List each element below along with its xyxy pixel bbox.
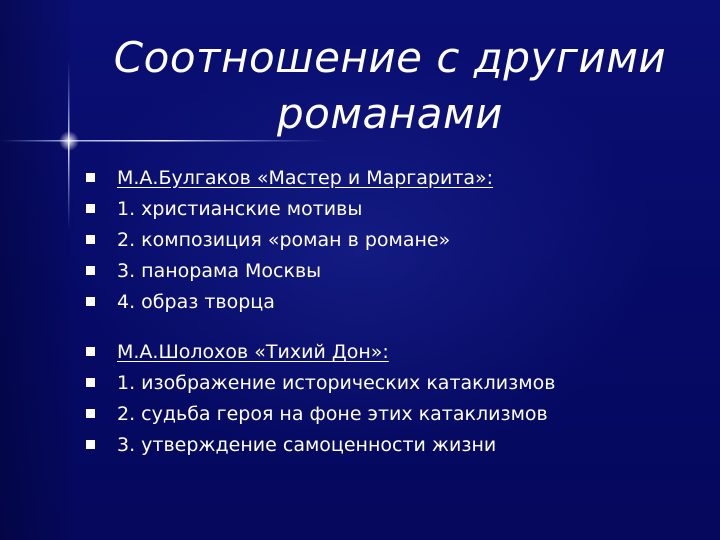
slide-title-line-2: романами	[277, 89, 503, 138]
list-item-text: 3. панорама Москвы	[117, 259, 322, 282]
square-bullet-icon	[86, 173, 95, 182]
square-bullet-icon	[86, 378, 95, 387]
list-item-text: 1. христианские мотивы	[117, 197, 363, 220]
group-heading-sholokhov: М.А.Шолохов «Тихий Дон»:	[117, 340, 389, 363]
list-item-text: 1. изображение исторических катаклизмов	[117, 371, 556, 394]
slide-title	[90, 30, 690, 142]
list-item	[86, 286, 706, 317]
square-bullet-icon	[86, 266, 95, 275]
list-item	[86, 193, 706, 224]
list-item	[86, 367, 706, 398]
list-item	[86, 398, 706, 429]
square-bullet-icon	[86, 297, 95, 306]
bullet-list	[86, 162, 706, 460]
list-item	[86, 162, 706, 193]
list-item	[86, 255, 706, 286]
group-heading-bulgakov: М.А.Булгаков «Мастер и Маргарита»:	[117, 166, 494, 189]
square-bullet-icon	[86, 347, 95, 356]
square-bullet-icon	[86, 409, 95, 418]
slide-title-line-1: Соотношение с другими	[113, 33, 667, 82]
square-bullet-icon	[86, 440, 95, 449]
square-bullet-icon	[86, 204, 95, 213]
list-item	[86, 429, 706, 460]
list-item	[86, 336, 706, 367]
square-bullet-icon	[86, 235, 95, 244]
list-item	[86, 224, 706, 255]
list-item-text: 2. судьба героя на фоне этих катаклизмов	[117, 402, 548, 425]
list-item-text: 3. утверждение самоценности жизни	[117, 433, 497, 456]
list-item-text: 4. образ творца	[117, 290, 275, 313]
list-item-text: 2. композиция «роман в романе»	[117, 228, 451, 251]
